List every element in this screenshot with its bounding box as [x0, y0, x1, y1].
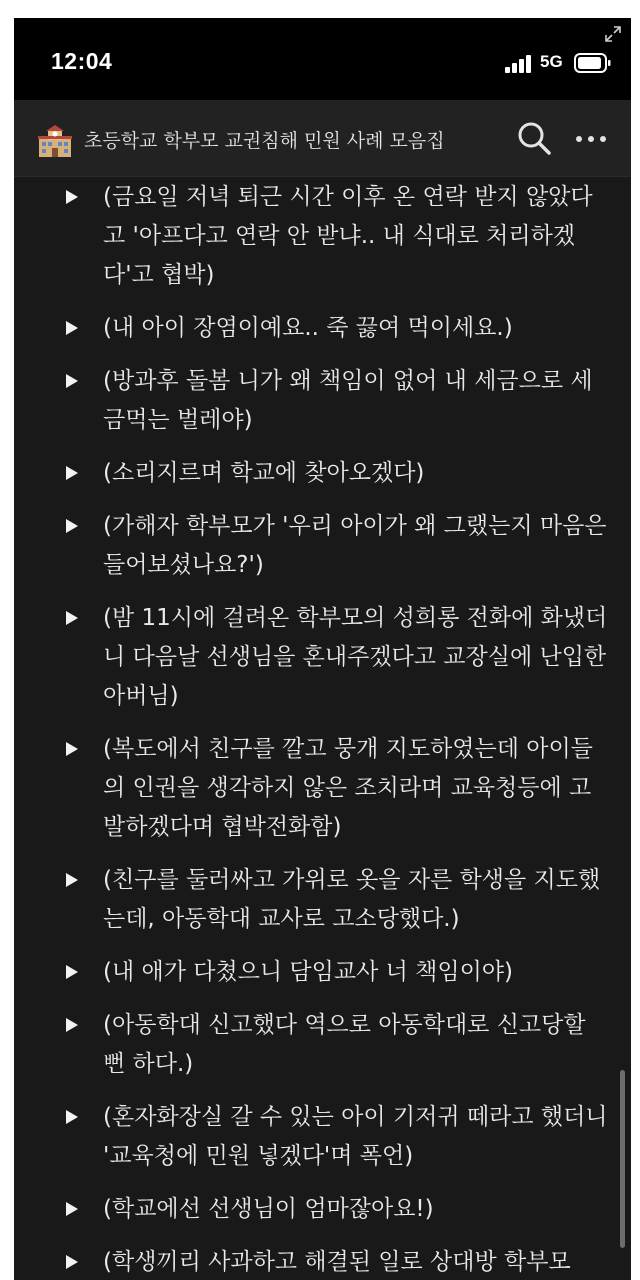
toggle-item[interactable] — [14, 599, 631, 716]
page-title: 초등학교 학부모 교권침해 민원 사례 모음집 — [84, 130, 445, 152]
status-bar — [14, 18, 631, 100]
signal-icon — [505, 55, 533, 73]
triangle-right-icon[interactable] — [64, 319, 80, 337]
more-options-icon[interactable] — [572, 120, 610, 158]
triangle-right-icon[interactable] — [64, 464, 80, 482]
triangle-right-icon[interactable] — [64, 1108, 80, 1126]
toggle-item-text: (방과후 돌봄 니가 왜 책임이 없어 내 세금으로 세금먹는 벌레야) — [103, 368, 593, 433]
toggle-item-text: (밤 11시에 걸려온 학부모의 성희롱 전화에 화냈더니 다음날 선생님을 혼내주겠다고 교장실에 난입한 아버님) — [103, 605, 608, 709]
toggle-item[interactable] — [14, 953, 631, 992]
toggle-item-text: (학교에선 선생님이 엄마잖아요!) — [103, 1196, 434, 1222]
toggle-item[interactable] — [14, 1098, 631, 1176]
toggle-item[interactable] — [14, 178, 631, 295]
toggle-item[interactable] — [14, 362, 631, 440]
triangle-right-icon[interactable] — [64, 1253, 80, 1271]
search-icon[interactable] — [516, 120, 554, 158]
scrollbar-thumb[interactable] — [620, 1070, 625, 1248]
top-bar — [14, 100, 631, 177]
toggle-item-text: (친구를 둘러싸고 가위로 옷을 자른 학생을 지도했는데, 아동학대 교사로 고소당했다.) — [103, 867, 601, 932]
expand-icon[interactable] — [603, 24, 623, 44]
toggle-item-text: (아동학대 신고했다 역으로 아동학대로 신고당할 뻔 하다.) — [103, 1012, 586, 1077]
triangle-right-icon[interactable] — [64, 372, 80, 390]
toggle-item[interactable] — [14, 507, 631, 585]
triangle-right-icon[interactable] — [64, 740, 80, 758]
triangle-right-icon[interactable] — [64, 517, 80, 535]
status-time: 12:04 — [51, 48, 113, 74]
toggle-item-text: (소리지르며 학교에 찾아오겠다) — [103, 460, 425, 486]
toggle-item-text: (학생끼리 사과하고 해결된 일로 상대방 학부모 — [103, 1249, 571, 1275]
toggle-item[interactable] — [14, 861, 631, 939]
toggle-list — [14, 178, 631, 1280]
toggle-item-text: (혼자화장실 갈 수 있는 아이 기저귀 떼라고 했더니 '교육청에 민원 넣겠다'며 폭언) — [103, 1104, 608, 1169]
toggle-item[interactable] — [14, 454, 631, 493]
triangle-right-icon[interactable] — [64, 963, 80, 981]
triangle-right-icon[interactable] — [64, 188, 80, 206]
toggle-item-text: (금요일 저녁 퇴근 시간 이후 온 연락 받지 않았다고 '아프다고 연락 안 받냐.. 내 식대로 처리하겠다'고 협박) — [103, 184, 593, 288]
toggle-item[interactable] — [14, 1006, 631, 1084]
toggle-item-text: (내 아이 장염이예요.. 죽 끓여 먹이세요.) — [103, 315, 513, 341]
triangle-right-icon[interactable] — [64, 1016, 80, 1034]
toggle-item[interactable] — [14, 730, 631, 847]
toggle-item[interactable] — [14, 309, 631, 348]
toggle-item[interactable] — [14, 1190, 631, 1229]
phone-screen — [14, 18, 631, 1280]
toggle-item-text: (복도에서 친구를 깔고 뭉개 지도하였는데 아이들의 인권을 생각하지 않은 조치라며 교육청등에 고발하겠다며 협박전화함) — [103, 736, 593, 840]
school-building-icon — [37, 124, 73, 158]
triangle-right-icon[interactable] — [64, 1200, 80, 1218]
network-type: 5G — [540, 52, 563, 71]
triangle-right-icon[interactable] — [64, 871, 80, 889]
battery-icon — [574, 52, 612, 74]
toggle-item[interactable] — [14, 1243, 631, 1280]
toggle-item-text: (내 애가 다쳤으니 담임교사 너 책임이야) — [103, 959, 513, 985]
triangle-right-icon[interactable] — [64, 609, 80, 627]
toggle-item-text: (가해자 학부모가 '우리 아이가 왜 그랬는지 마음은 들어보셨나요?') — [103, 513, 607, 578]
